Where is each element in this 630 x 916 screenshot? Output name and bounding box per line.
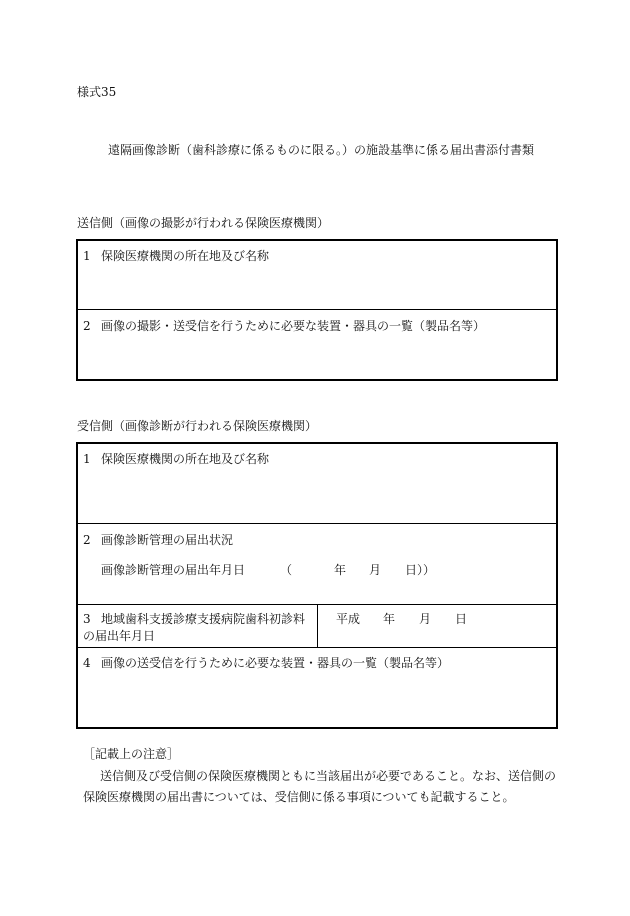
item-number: 1 [83, 249, 91, 263]
item-number: 2 [83, 319, 91, 333]
sender-row-location[interactable] [78, 241, 556, 310]
item-label: 画像診断管理の届出状況 [101, 533, 234, 547]
receiver-section-label: 受信側（画像診断が行われる保険医療機関） [77, 419, 318, 433]
item-number: 3 [83, 612, 91, 626]
year-label[interactable]: 年 [383, 612, 396, 626]
notes-heading: ［記載上の注意］ [83, 747, 180, 761]
month-label[interactable]: 月 [419, 612, 432, 626]
filing-date-sublabel: 画像診断管理の届出年月日 [101, 563, 246, 577]
item-number: 1 [83, 452, 91, 466]
receiver-row-diagnosis-management[interactable] [78, 524, 556, 605]
month-label[interactable]: 月 [369, 563, 382, 577]
item-number: 2 [83, 533, 91, 547]
notes-line-1: 送信側及び受信側の保険医療機関ともに当該届出が必要であること。なお、送信側の [100, 769, 557, 783]
receiver-row-equipment[interactable] [78, 648, 556, 727]
document-title: 遠隔画像診断（歯科診療に係るものに限る。）の施設基準に係る届出書添付書類 [108, 143, 535, 157]
sender-row-equipment[interactable] [78, 310, 556, 379]
item-label: 画像の送受信を行うために必要な装置・器具の一覧（製品名等） [101, 656, 450, 670]
item-label: 保険医療機関の所在地及び名称 [101, 249, 270, 263]
item-label: 地域歯科支援診療支援病院歯科初診料 [101, 612, 306, 626]
receiver-table [76, 442, 558, 729]
day-label[interactable]: 日 [455, 612, 468, 626]
receiver-row-location[interactable] [78, 444, 556, 524]
item-label: 画像の撮影・送受信を行うために必要な装置・器具の一覧（製品名等） [101, 319, 486, 333]
item-label-line2: の届出年月日 [83, 629, 156, 643]
form-number: 様式35 [77, 85, 117, 99]
day-label[interactable]: 日）） [405, 563, 436, 577]
receiver-row-regional-support[interactable] [78, 605, 556, 648]
year-label[interactable]: 年 [334, 563, 347, 577]
item-number: 4 [83, 656, 91, 670]
notes-line-2: 保険医療機関の届出書については、受信側に係る事項についても記載すること。 [83, 790, 515, 804]
sender-table [76, 239, 558, 381]
column-divider [317, 605, 318, 647]
era-label: 平成 [336, 612, 361, 626]
open-paren: （ [280, 563, 293, 577]
sender-section-label: 送信側（画像の撮影が行われる保険医療機関） [77, 216, 330, 230]
item-label: 保険医療機関の所在地及び名称 [101, 452, 270, 466]
